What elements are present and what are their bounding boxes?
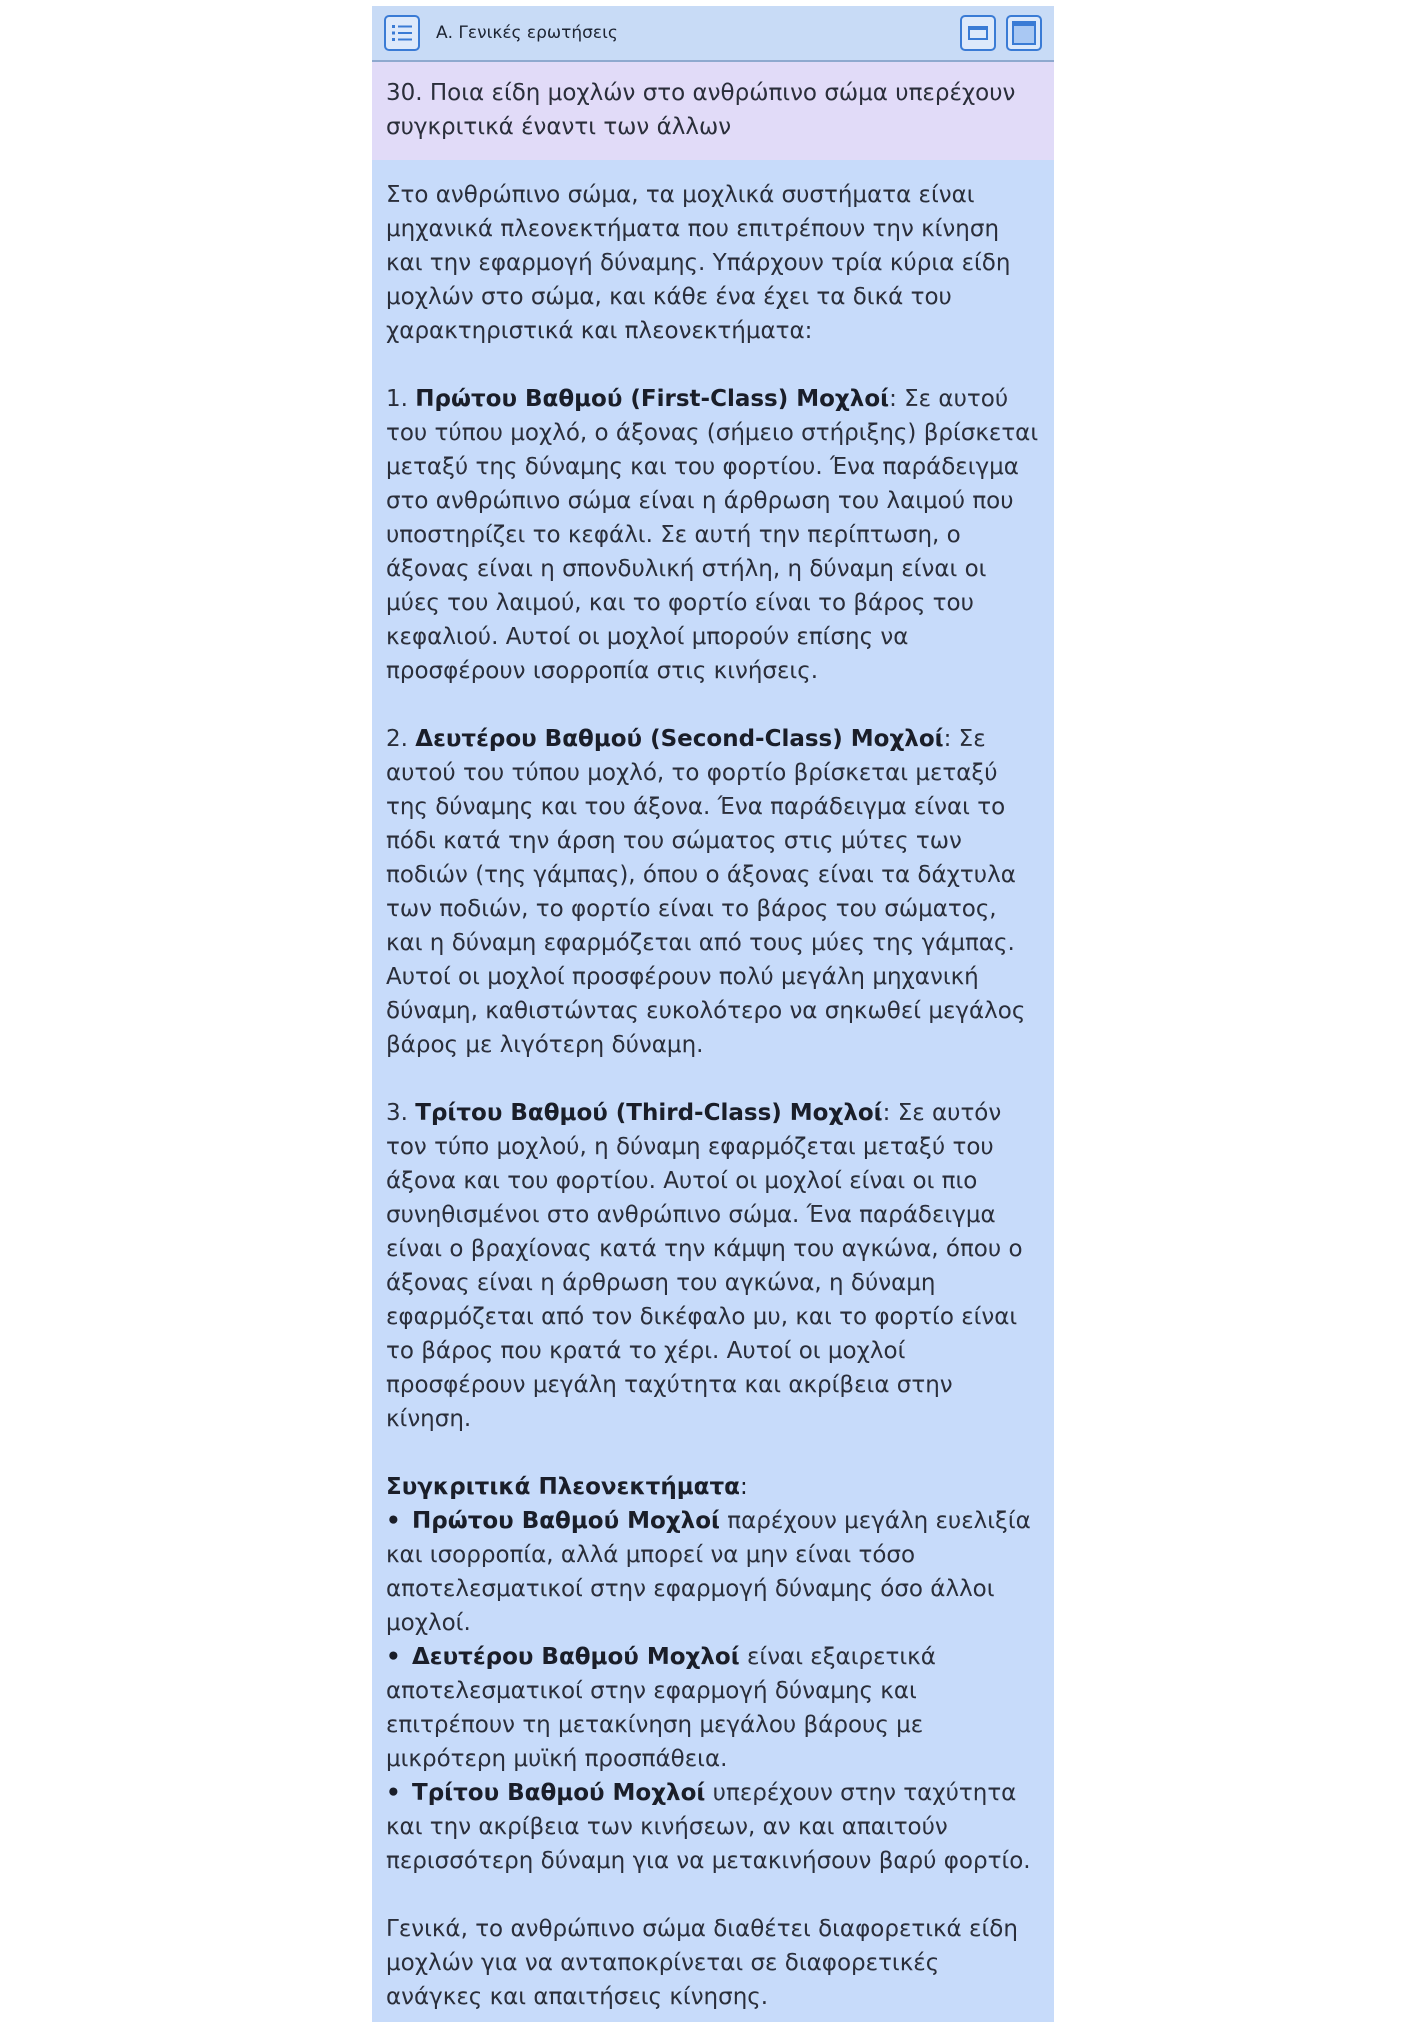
advantage-item: [386, 1640, 1040, 1776]
answer-body: [372, 160, 1054, 2022]
list-icon: [391, 23, 413, 43]
advantage-item: [386, 1504, 1040, 1640]
lever-number: 2.: [386, 726, 416, 752]
advantage-item: [386, 1776, 1040, 1878]
lever-paragraph-2: [386, 722, 1040, 1062]
restore-button[interactable]: [960, 15, 996, 51]
lever-title: Δευτέρου Βαθμού (Second-Class) Μοχλοί: [415, 726, 944, 752]
advantage-lever: Πρώτου Βαθμού Μοχλοί: [412, 1508, 720, 1534]
advantages-heading: [386, 1470, 1040, 1504]
advantage-text: παρέχουν μεγάλη ευελιξία και ισορροπία, αλλά μπορεί να μην είναι τόσο αποτελεσματικοί στην εφαρμογή δύναμης όσο άλλοι μοχλοί.: [386, 1508, 1031, 1636]
bullet-icon: •: [386, 1780, 401, 1806]
lever-title: Τρίτου Βαθμού (Third-Class) Μοχλοί: [415, 1100, 883, 1126]
maximize-button[interactable]: [1006, 15, 1042, 51]
lever-paragraph-3: [386, 1096, 1040, 1436]
bullet-icon: •: [386, 1644, 401, 1670]
advantage-lever: Δευτέρου Βαθμού Μοχλοί: [412, 1644, 740, 1670]
advantages-title-colon: :: [739, 1474, 748, 1500]
advantage-text: είναι εξαιρετικά αποτελεσματικοί στην εφαρμογή δύναμης και επιτρέπουν τη μετακίνηση μεγάλου βάρους με μικρότερη μυϊκή προσπάθεια.: [386, 1644, 936, 1772]
question-text: 30. Ποια είδη μοχλών στο ανθρώπινο σώμα υπερέχουν συγκριτικά έναντι των άλλων: [372, 62, 1054, 160]
lever-description: : Σε αυτόν τον τύπο μοχλού, η δύναμη εφαρμόζεται μεταξύ του άξονα και του φορτίου. Αυτοί οι μοχλοί είναι οι πιο συνηθισμένοι στο ανθρώπινο σώμα. Ένα παράδειγμα είναι ο βραχίονας κατά την κάμψη του αγκώνα, όπου ο άξονας είναι η άρθρωση του αγκώνα, η δύναμη εφαρμόζεται από τον δικέφαλο μυ, και το φορτίο είναι το βάρος που κρατά το χέρι. Αυτοί οι μοχλοί προσφέρουν μεγάλη ταχύτητα και ακρίβεια στην κίνηση.: [386, 1100, 1023, 1432]
intro-paragraph: Στο ανθρώπινο σώμα, τα μοχλικά συστήματα είναι μηχανικά πλεονεκτήματα που επιτρέπουν την κίνηση και την εφαρμογή δύναμης. Υπάρχουν τρία κύρια είδη μοχλών στο σώμα, και κάθε ένα έχει τα δικά του χαρακτηριστικά και πλεονεκτήματα:: [386, 182, 1011, 344]
answer-panel: [372, 6, 1054, 2022]
page-title: Α. Γενικές ερωτήσεις: [436, 23, 618, 43]
lever-description: : Σε αυτού του τύπου μοχλό, το φορτίο βρίσκεται μεταξύ της δύναμης και του άξονα. Ένα παράδειγμα είναι το πόδι κατά την άρση του σώματος στις μύτες των ποδιών (της γάμπας), όπου ο άξονας είναι τα δάχτυλα των ποδιών, το φορτίο είναι το βάρος του σώματος, και η δύναμη εφαρμόζεται από τους μύες της γάμπας. Αυτοί οι μοχλοί προσφέρουν πολύ μεγάλη μηχανική δύναμη, καθιστώντας ευκολότερο να σηκωθεί μεγάλος βάρος με λιγότερη δύναμη.: [386, 726, 1026, 1058]
lever-number: 1.: [386, 386, 416, 412]
lever-number: 3.: [386, 1100, 416, 1126]
window-maximize-icon: [1011, 20, 1037, 46]
lever-description: : Σε αυτού του τύπου μοχλό, ο άξονας (σήμειο στήριξης) βρίσκεται μεταξύ της δύναμης και του φορτίου. Ένα παράδειγμα στο ανθρώπινο σώμα είναι η άρθρωση του λαιμού που υποστηρίζει το κεφάλι. Σε αυτή την περίπτωση, ο άξονας είναι η σπονδυλική στήλη, η δύναμη είναι οι μύες του λαιμού, και το φορτίο είναι το βάρος του κεφαλιού. Αυτοί οι μοχλοί μπορούν επίσης να προσφέρουν ισορροπία στις κινήσεις.: [386, 386, 1039, 684]
advantages-title: Συγκριτικά Πλεονεκτήματα: [386, 1474, 740, 1500]
menu-button[interactable]: [384, 15, 420, 51]
advantage-text: υπερέχουν στην ταχύτητα και την ακρίβεια των κινήσεων, αν και απαιτούν περισσότερη δύναμη για να μετακινήσουν βαρύ φορτίο.: [386, 1780, 1031, 1874]
bullet-icon: •: [386, 1508, 401, 1534]
advantages-section: [386, 1470, 1040, 1878]
lever-paragraph-1: [386, 382, 1040, 688]
window-restore-icon: [967, 24, 989, 42]
lever-title: Πρώτου Βαθμού (First-Class) Μοχλοί: [415, 386, 890, 412]
header-bar: [372, 6, 1054, 62]
advantage-lever: Τρίτου Βαθμού Μοχλοί: [412, 1780, 706, 1806]
conclusion-paragraph: Γενικά, το ανθρώπινο σώμα διαθέτει διαφορετικά είδη μοχλών για να ανταποκρίνεται σε διαφορετικές ανάγκες και απαιτήσεις κίνησης.: [386, 1916, 1018, 2010]
